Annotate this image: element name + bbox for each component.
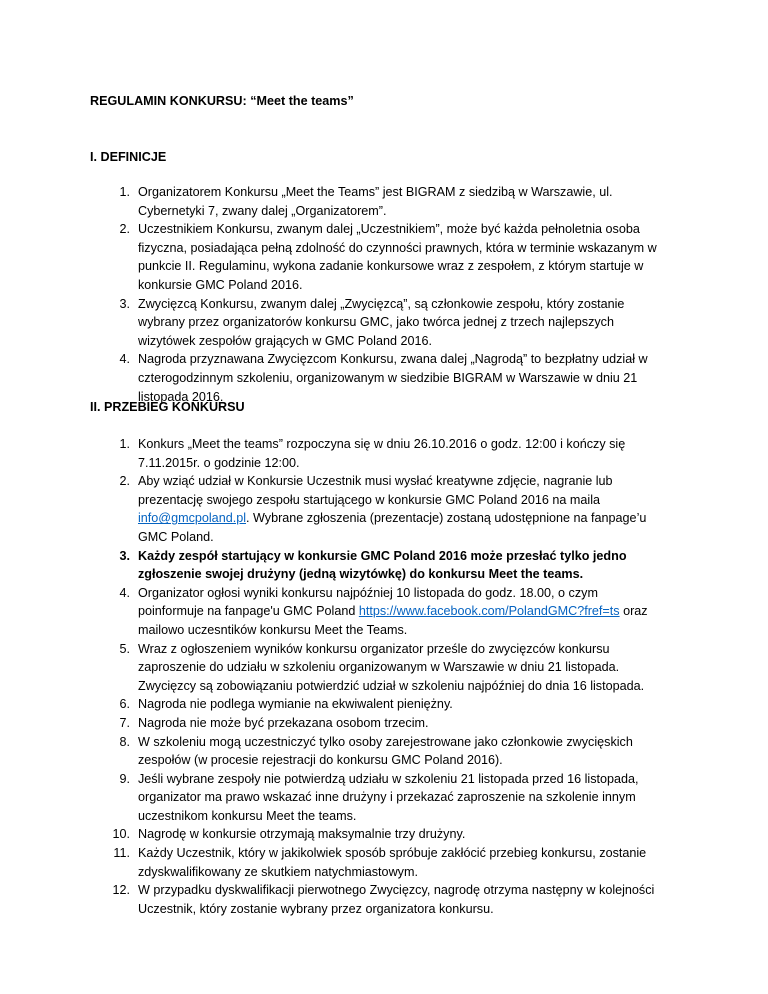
item-text-line: 7.11.2015r. o godzinie 12:00. bbox=[138, 455, 300, 470]
item-text-line: W przypadku dyskwalifikacji pierwotnego Zwycięzcy, nagrodę otrzyma następny w kolejności bbox=[138, 883, 655, 898]
item-text-line: Uczestnik, który zostanie wybrany przez organizatora konkursu. bbox=[138, 901, 494, 916]
email-link[interactable]: info@gmcpoland.pl bbox=[138, 511, 247, 526]
item-number: 1. bbox=[119, 185, 130, 199]
item-text-line: Wraz z ogłoszeniem wyników konkursu organizator prześle do zwycięzców konkursu bbox=[138, 641, 610, 656]
item-text-line: Organizator ogłosi wyniki konkursu najpóźniej 10 listopada do godz. 18.00, o czym bbox=[138, 585, 598, 600]
item-number: 10. bbox=[112, 827, 130, 842]
item-number: 4. bbox=[119, 585, 130, 600]
list-item bbox=[90, 472, 690, 546]
item-text-line: wybrany przez organizatorów konkursu GMC, jako twórca jednej z trzech najlepszych bbox=[138, 315, 614, 330]
item-text-line: Nagroda nie może być przekazana osobom trzecim. bbox=[138, 715, 429, 730]
list-item bbox=[90, 220, 690, 294]
facebook-link[interactable]: https://www.facebook.com/PolandGMC?fref=ts bbox=[358, 604, 620, 619]
list-item bbox=[90, 770, 690, 826]
list-item bbox=[90, 881, 690, 918]
item-text-line: fizyczna, posiadająca pełną zdolność do czynności prawnych, która w terminie wskazanym w bbox=[138, 240, 657, 255]
item-text-line-with-url bbox=[138, 602, 690, 621]
item-text-line: listopada 2016. bbox=[138, 389, 224, 404]
item-text-fragment: . Wybrane zgłoszenia (prezentacje) zostaną udostępnione na fanpage’u bbox=[246, 511, 647, 526]
item-text-line: Uczestnikiem Konkursu, zwanym dalej „Uczestnikiem”, może być każda pełnoletnia osoba bbox=[138, 222, 640, 237]
list-item bbox=[90, 714, 690, 733]
item-text-fragment: oraz bbox=[619, 604, 648, 619]
item-text-line: Organizatorem Konkursu „Meet the Teams” jest BIGRAM z siedzibą w Warszawie, ul. bbox=[138, 185, 613, 199]
list-item bbox=[90, 183, 690, 220]
list-item bbox=[90, 584, 690, 640]
item-number: 1. bbox=[119, 437, 130, 451]
list-item bbox=[90, 825, 690, 844]
item-number: 2. bbox=[119, 474, 130, 489]
item-text-line: mailowo uczesntików konkursu Meet the Teams. bbox=[138, 622, 408, 637]
item-text-line: W szkoleniu mogą uczestniczyć tylko osoby zarejestrowane jako członkowie zwycięskich bbox=[138, 734, 633, 749]
przebieg-list bbox=[90, 435, 690, 918]
item-number: 11. bbox=[113, 846, 130, 861]
item-text-line: uczestnikom konkursu Meet the teams. bbox=[138, 808, 357, 823]
item-text-line-with-email bbox=[138, 509, 690, 528]
item-text-line: zespołów (w procesie rejestracji do konkursu GMC Poland 2016). bbox=[138, 753, 503, 768]
item-text-line: organizator ma prawo wskazać inne drużyny i przekazać zaproszenie na szkolenie innym bbox=[138, 790, 636, 805]
item-number: 6. bbox=[119, 697, 130, 712]
item-text-line: Aby wziąć udział w Konkursie Uczestnik musi wysłać kreatywne zdjęcie, nagranie lub bbox=[138, 474, 613, 489]
list-item bbox=[90, 640, 690, 696]
item-number: 8. bbox=[119, 734, 130, 749]
item-text-line: Każdy Uczestnik, który w jakikolwiek sposób spróbuje zakłócić przebieg konkursu, zostanie bbox=[138, 846, 647, 861]
section-heading-przebieg-konkursu: II. PRZEBIEG KONKURSU bbox=[90, 400, 245, 414]
list-item bbox=[90, 435, 690, 472]
item-text-line: Konkurs „Meet the teams” rozpoczyna się w dniu 26.10.2016 o godz. 12:00 i kończy się bbox=[138, 437, 626, 451]
item-text-line: zdyskwalifikowany ze skutkiem natychmiastowym. bbox=[138, 864, 418, 879]
section-heading-definicje: I. DEFINICJE bbox=[90, 150, 167, 164]
item-text-line: wizytówek zespołów grających w GMC Poland 2016. bbox=[138, 333, 432, 348]
item-text-line: Zwycięzcy są zobowiązaniu potwierdzić udział w szkoleniu najpóźniej do dnia 16 listopada. bbox=[138, 678, 645, 693]
list-item bbox=[90, 295, 690, 351]
item-text-line: Jeśli wybrane zespoły nie potwierdzą udziału w szkoleniu 21 listopada przed 16 listopada, bbox=[138, 771, 639, 786]
item-text-line: czterogodzinnym szkoleniu, organizowanym w siedzibie BIGRAM w Warszawie w dniu 21 bbox=[138, 370, 638, 385]
list-item bbox=[90, 695, 690, 714]
item-text-line: zaproszenie do udziału w szkoleniu organizowanym w Warszawie w dniu 21 listopada. bbox=[138, 660, 620, 675]
item-number: 2. bbox=[119, 222, 130, 237]
list-item bbox=[90, 733, 690, 770]
item-text-line: GMC Poland. bbox=[138, 529, 214, 544]
item-text-line: Każdy zespół startujący w konkursie GMC Poland 2016 może przesłać tylko jedno bbox=[138, 548, 627, 563]
item-number: 3. bbox=[119, 548, 130, 563]
item-text-line: Zwycięzcą Konkursu, zwanym dalej „Zwycięzcą”, są członkowie zespołu, który zostanie bbox=[138, 296, 625, 311]
item-text-line: Nagroda przyznawana Zwycięzcom Konkursu, zwana dalej „Nagrodą” to bezpłatny udział w bbox=[138, 352, 648, 367]
item-text-line: Cybernetyki 7, zwany dalej „Organizatorem”. bbox=[138, 203, 387, 218]
document-title: REGULAMIN KONKURSU: “Meet the teams” bbox=[90, 94, 354, 108]
item-number: 7. bbox=[119, 715, 130, 730]
item-number: 12. bbox=[112, 883, 130, 898]
item-text-line: prezentację swojego zespołu startującego w konkursie GMC Poland 2016 na maila bbox=[138, 492, 601, 507]
definicje-list bbox=[90, 183, 690, 406]
item-number: 3. bbox=[119, 296, 130, 311]
item-text-line: Nagroda nie podlega wymianie na ekwiwalent pieniężny. bbox=[138, 697, 453, 712]
item-text-line: Nagrodę w konkursie otrzymają maksymalnie trzy drużyny. bbox=[138, 827, 466, 842]
item-text-line: zgłoszenie swojej drużyny (jedną wizytówkę) do konkursu Meet the teams. bbox=[138, 567, 584, 582]
item-text-line: konkursie GMC Poland 2016. bbox=[138, 277, 303, 292]
item-text-line: punkcie II. Regulaminu, wykona zadanie konkursowe wraz z zespołem, z którym startuje w bbox=[138, 259, 644, 274]
list-item bbox=[90, 547, 690, 584]
item-number: 5. bbox=[119, 641, 130, 656]
item-text-fragment: poinformuje na fanpage'u GMC Poland bbox=[138, 604, 359, 619]
item-number: 9. bbox=[119, 771, 130, 786]
list-item bbox=[90, 844, 690, 881]
item-number: 4. bbox=[119, 352, 130, 367]
